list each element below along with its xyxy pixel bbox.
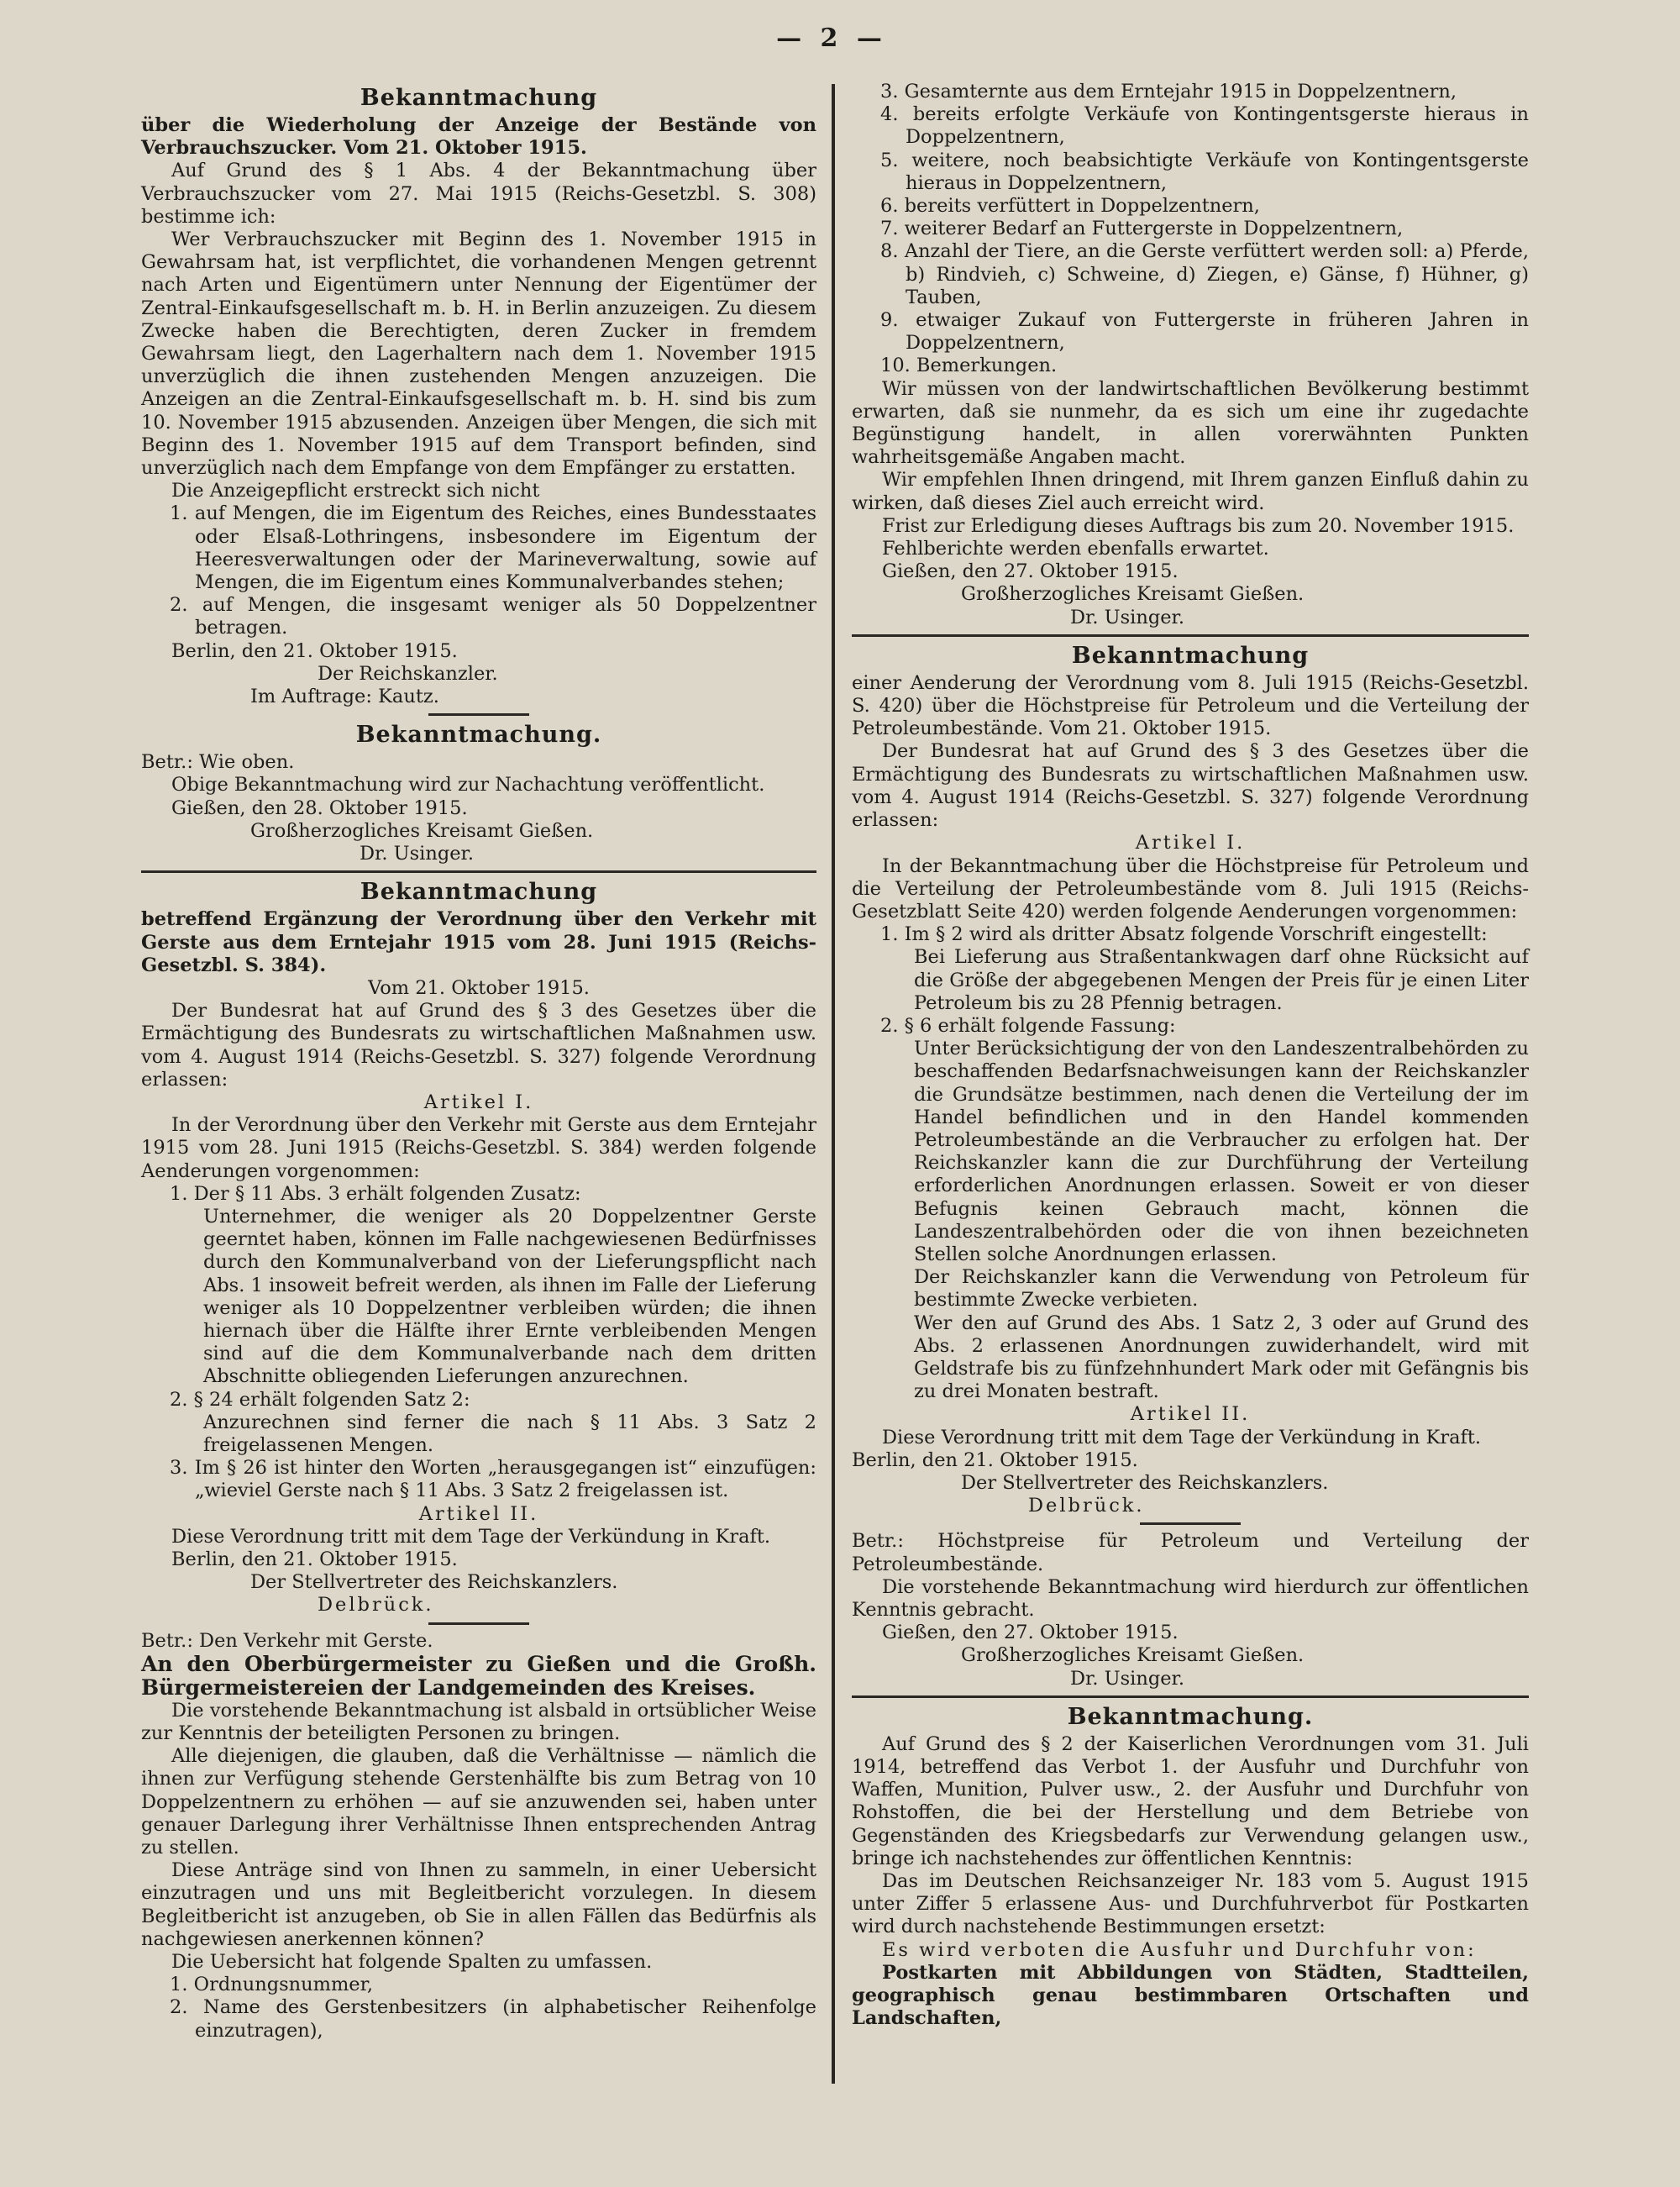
- list-item: 1. Im § 2 wird als dritter Absatz folgende Vorschrift eingestellt:: [880, 923, 1488, 946]
- paragraph: Auf Grund des § 1 Abs. 4 der Bekanntmachung über Verbrauchszucker vom 27. Mai 1915 (Reichs-Gesetzbl. S. 308) bestimme ich:: [141, 160, 816, 228]
- paragraph: Der Bundesrat hat auf Grund des § 3 des Gesetzes über die Ermächtigung des Bundesrats zu wirtschaftlichen Maßnahmen usw. vom 4. August 1914 (Reichs-Gesetzbl. S. 327) folgende Verordnung erlassen:: [141, 1000, 816, 1091]
- date-line: Berlin, den 21. Oktober 1915.: [171, 639, 458, 662]
- list-item: 3. Im § 26 ist hinter den Worten „herausgegangen ist“ einzufügen: „wieviel Gerste nach § 11 Abs. 3 Satz 2 freigelassen ist.: [170, 1457, 816, 1502]
- paragraph: Das im Deutschen Reichsanzeiger Nr. 183 vom 5. August 1915 unter Ziffer 5 erlassene Aus- und Durchfuhrverbot für Postkarten wird durch nachstehende Bestimmungen ersetzt:: [852, 1870, 1529, 1938]
- paragraph: Die Uebersicht hat folgende Spalten zu umfassen.: [171, 1951, 653, 1974]
- notice-subtitle: über die Wiederholung der Anzeige der Bestände von Verbrauchszucker. Vom 21. Oktober 1915.: [141, 114, 816, 160]
- column-divider: [832, 84, 835, 2084]
- signature: Dr. Usinger.: [1070, 606, 1184, 628]
- article-heading: Artikel I.: [423, 1091, 534, 1113]
- signature: Großherzogliches Kreisamt Gießen.: [961, 583, 1305, 606]
- paragraph: Fehlberichte werden ebenfalls erwartet.: [882, 538, 1269, 560]
- signature: Der Stellvertreter des Reichskanzlers.: [250, 1571, 618, 1594]
- notice-date: Vom 21. Oktober 1915.: [368, 976, 590, 999]
- left-column: [141, 81, 816, 2042]
- page-number: — 2 —: [776, 24, 887, 53]
- signature: Großherzogliches Kreisamt Gießen.: [961, 1644, 1305, 1667]
- address-heading: An den Oberbürgermeister zu Gießen und die Großh. Bürgermeistereien der Landgemeinden des Kreises.: [141, 1651, 816, 1700]
- paragraph: Der Bundesrat hat auf Grund des § 3 des Gesetzes über die Ermächtigung des Bundesrats zu wirtschaftlichen Maßnahmen usw. vom 4. August 1914 (Reichs-Gesetzbl. S. 327) folgende Verordnung erlassen:: [852, 740, 1529, 832]
- list-item: 3. Gesamternte aus dem Erntejahr 1915 in Doppelzentnern,: [880, 81, 1457, 103]
- paragraph: Obige Bekanntmachung wird zur Nachachtung veröffentlicht.: [171, 774, 765, 796]
- paragraph: Diese Verordnung tritt mit dem Tage der Verkündung in Kraft.: [171, 1525, 771, 1548]
- notice-subtitle: betreffend Ergänzung der Verordnung über den Verkehr mit Gerste aus dem Erntejahr 1915 vom 28. Juni 1915 (Reichs-Gesetzbl. S. 384).: [141, 908, 816, 976]
- paragraph: Wir empfehlen Ihnen dringend, mit Ihrem ganzen Einfluß dahin zu wirken, daß dieses Ziel auch erreicht wird.: [852, 469, 1529, 514]
- paragraph: Wir müssen von der landwirtschaftlichen Bevölkerung bestimmt erwarten, daß sie nunmehr, da es sich um eine ihr zugedachte Begünstigung handelt, in allen vorerwähnten Punkten wahrheitsgemäße Angaben macht.: [852, 377, 1529, 469]
- signature: Der Stellvertreter des Reichskanzlers.: [961, 1471, 1329, 1494]
- article-heading: Artikel II.: [1130, 1403, 1251, 1426]
- divider: [1140, 1522, 1241, 1525]
- signature: Der Reichskanzler.: [318, 662, 498, 685]
- paragraph: Es wird verboten die Ausfuhr und Durchfuhr von:: [882, 1938, 1477, 1961]
- paragraph: Diese Anträge sind von Ihnen zu sammeln, in einer Uebersicht einzutragen und uns mit Begleitbericht vorzulegen. In diesem Begleitbericht ist anzugeben, ob Sie in allen Fällen das Bedürfnis als nachgewiesen anerkennen können?: [141, 1859, 816, 1950]
- notice-heading: Bekanntmachung.: [1067, 1703, 1314, 1730]
- list-item: 2. § 24 erhält folgenden Satz 2:: [170, 1388, 470, 1411]
- date-line: Gießen, den 28. Oktober 1915.: [171, 796, 468, 819]
- notice-heading: Bekanntmachung: [360, 85, 598, 111]
- subject-line: Betr.: Wie oben.: [141, 751, 295, 774]
- divider: [141, 870, 816, 873]
- paragraph: Die Anzeigepflicht erstreckt sich nicht: [171, 480, 540, 502]
- paragraph: Frist zur Erledigung dieses Auftrags bis zum 20. November 1915.: [882, 514, 1515, 537]
- paragraph: Diese Verordnung tritt mit dem Tage der Verkündung in Kraft.: [882, 1426, 1482, 1448]
- paragraph: Die vorstehende Bekanntmachung ist alsbald in ortsüblicher Weise zur Kenntnis der beteiligten Personen zu bringen.: [141, 1699, 816, 1744]
- signature: Delbrück.: [318, 1594, 434, 1617]
- right-column: [852, 81, 1529, 2030]
- list-item-text: Der Reichskanzler kann die Verwendung von Petroleum für bestimmte Zwecke verbieten.: [914, 1266, 1529, 1312]
- notice-heading: Bekanntmachung: [360, 879, 598, 906]
- list-item: 2. Name des Gerstenbesitzers (in alphabetischer Reihenfolge einzutragen),: [170, 1996, 816, 2042]
- article-heading: Artikel I.: [1135, 832, 1246, 854]
- list-item: 1. auf Mengen, die im Eigentum des Reiches, eines Bundesstaates oder Elsaß-Lothringens, insbesondere im Eigentum der Heeresverwaltungen oder der Marineverwaltung, sowie auf Mengen, die im Eigentum eines Kommunalverbandes stehen;: [170, 502, 816, 594]
- divider: [428, 713, 529, 716]
- subject-line: Betr.: Höchstpreise für Petroleum und Verteilung der Petroleumbestände.: [852, 1530, 1529, 1575]
- list-item: 9. etwaiger Zukauf von Futtergerste in früheren Jahren in Doppelzentnern,: [880, 309, 1529, 355]
- notice-heading: Bekanntmachung.: [355, 722, 602, 749]
- paragraph: In der Bekanntmachung über die Höchstpreise für Petroleum und die Verteilung der Petroleumbestände vom 8. Juli 1915 (Reichs-Gesetzblatt Seite 420) werden folgende Aenderungen vorgenommen:: [852, 854, 1529, 923]
- list-item: 2. auf Mengen, die insgesamt weniger als 50 Doppelzentner betragen.: [170, 594, 816, 639]
- paragraph: Wer Verbrauchszucker mit Beginn des 1. November 1915 in Gewahrsam hat, ist verpflichtet, die vorhandenen Mengen getrennt nach Arten und Eigentümern unter Nennung der Eigentümer der Zentral-Einkaufsgesellschaft m. b. H. in Berlin anzuzeigen. Zu diesem Zwecke haben die Berechtigten, deren Zucker in fremdem Gewahrsam liegt, den Lagerhaltern nach dem 1. November 1915 unverzüglich die ihnen zustehenden Mengen anzuzeigen. Die Anzeigen an die Zentral-Einkaufsgesellschaft m. b. H. sind bis zum 10. November 1915 abzusenden. Anzeigen über Mengen, die sich mit Beginn des 1. November 1915 auf dem Transport befinden, sind unverzüglich nach dem Empfange von dem Empfänger zu erstatten.: [141, 229, 816, 480]
- divider: [852, 1695, 1529, 1698]
- date-line: Gießen, den 27. Oktober 1915.: [882, 560, 1179, 583]
- notice-subtitle: einer Aenderung der Verordnung vom 8. Juli 1915 (Reichs-Gesetzbl. S. 420) über die Höchstpreise für Petroleum und die Verteilung der Petroleumbestände. Vom 21. Oktober 1915.: [852, 671, 1529, 740]
- list-item: 7. weiterer Bedarf an Futtergerste in Doppelzentnern,: [880, 218, 1404, 240]
- notice-heading: Bekanntmachung: [1071, 642, 1310, 669]
- paragraph: Alle diejenigen, die glauben, daß die Verhältnisse — nämlich die ihnen zur Verfügung stehende Gerstenhälfte bis zum Betrag von 10 Doppelzentnern zu erhöhen — auf sie anzuwenden sei, haben unter genauer Darlegung ihrer Verhältnisse Ihnen entsprechenden Antrag zu stellen.: [141, 1745, 816, 1859]
- date-line: Berlin, den 21. Oktober 1915.: [171, 1548, 458, 1570]
- signature: Dr. Usinger.: [360, 843, 474, 865]
- paragraph: Auf Grund des § 2 der Kaiserlichen Verordnungen vom 31. Juli 1914, betreffend das Verbot 1. der Ausfuhr und Durchfuhr von Waffen, Munition, Pulver usw., 2. der Ausfuhr und Durchfuhr von Rohstoffen, die bei der Herstellung und dem Betriebe von Gegenständen des Kriegsbedarfs zur Verwendung gelangen usw., bringe ich nachstehendes zur öffentlichen Kenntnis:: [852, 1732, 1529, 1869]
- divider: [428, 1622, 529, 1625]
- list-item: 10. Bemerkungen.: [880, 355, 1058, 377]
- article-heading: Artikel II.: [418, 1502, 539, 1525]
- list-item: 5. weitere, noch beabsichtigte Verkäufe von Kontingentsgerste hieraus in Doppelzentnern,: [880, 149, 1529, 194]
- list-item: 6. bereits verfüttert in Doppelzentnern,: [880, 195, 1260, 218]
- signature: Im Auftrage: Kautz.: [250, 686, 439, 708]
- list-item-text: Unternehmer, die weniger als 20 Doppelzentner Gerste geerntet haben, können im Falle nachgewiesenen Bedürfnisses durch den Kommunalverband von der Lieferungspflicht nach Abs. 1 insoweit befreit werden, als ihnen im Falle der Lieferung weniger als 10 Doppelzentner verbleiben würden; die ihnen hiernach über die Hälfte ihrer Ernte verbleibenden Mengen sind auf die dem Kommunalverbande nach dem dritten Abschnitte obliegenden Lieferungen anzurechnen.: [203, 1205, 816, 1388]
- list-item: 8. Anzahl der Tiere, an die Gerste verfüttert werden soll: a) Pferde, b) Rindvieh, c) Schweine, d) Ziegen, e) Gänse, f) Hühner, g) Tauben,: [880, 240, 1529, 308]
- paragraph: Die vorstehende Bekanntmachung wird hierdurch zur öffentlichen Kenntnis gebracht.: [852, 1575, 1529, 1621]
- date-line: Berlin, den 21. Oktober 1915.: [852, 1448, 1138, 1471]
- list-item: 1. Ordnungsnummer,: [170, 1974, 374, 1996]
- list-item: 2. § 6 erhält folgende Fassung:: [880, 1014, 1176, 1037]
- list-item-text: Wer den auf Grund des Abs. 1 Satz 2, 3 oder auf Grund des Abs. 2 erlassenen Anordnungen zuwiderhandelt, wird mit Geldstrafe bis zu fünfzehnhundert Mark oder mit Gefängnis bis zu drei Monaten bestraft.: [914, 1312, 1529, 1403]
- list-item: 4. bereits erfolgte Verkäufe von Kontingentsgerste hieraus in Doppelzentnern,: [880, 103, 1529, 149]
- paragraph: In der Verordnung über den Verkehr mit Gerste aus dem Erntejahr 1915 vom 28. Juni 1915 (Reichs-Gesetzbl. S. 384) werden folgende Aenderungen vorgenommen:: [141, 1114, 816, 1182]
- paragraph: Postkarten mit Abbildungen von Städten, Stadtteilen, geographisch genau bestimmbaren Ortschaften und Landschaften,: [852, 1961, 1529, 2030]
- signature: Delbrück.: [1028, 1495, 1145, 1517]
- date-line: Gießen, den 27. Oktober 1915.: [882, 1622, 1179, 1644]
- divider: [852, 634, 1529, 637]
- list-item: 1. Der § 11 Abs. 3 erhält folgenden Zusatz:: [170, 1182, 581, 1205]
- subject-line: Betr.: Den Verkehr mit Gerste.: [141, 1629, 433, 1652]
- signature: Großherzogliches Kreisamt Gießen.: [250, 819, 594, 842]
- signature: Dr. Usinger.: [1070, 1667, 1184, 1690]
- list-item-text: Anzurechnen sind ferner die nach § 11 Abs. 3 Satz 2 freigelassenen Mengen.: [203, 1411, 816, 1456]
- list-item-text: Bei Lieferung aus Straßentankwagen darf ohne Rücksicht auf die Größe der abgegebenen Mengen der Preis für je einen Liter Petroleum bis zu 28 Pfennig betragen.: [914, 946, 1529, 1014]
- list-item-text: Unter Berücksichtigung der von den Landeszentralbehörden zu beschaffenden Bedarfsnachweisungen kann der Reichskanzler die Grundsätze bestimmen, nach denen die Verteilung der im Handel befindlichen und in den Handel kommenden Petroleumbestände an die Verbraucher zu erfolgen hat. Der Reichskanzler kann die zur Durchführung der Verteilung erforderlichen Anordnungen erlassen. Soweit er von dieser Befugnis keinen Gebrauch macht, können die Landeszentralbehörden oder die von ihnen bezeichneten Stellen solche Anordnungen erlassen.: [914, 1038, 1529, 1265]
